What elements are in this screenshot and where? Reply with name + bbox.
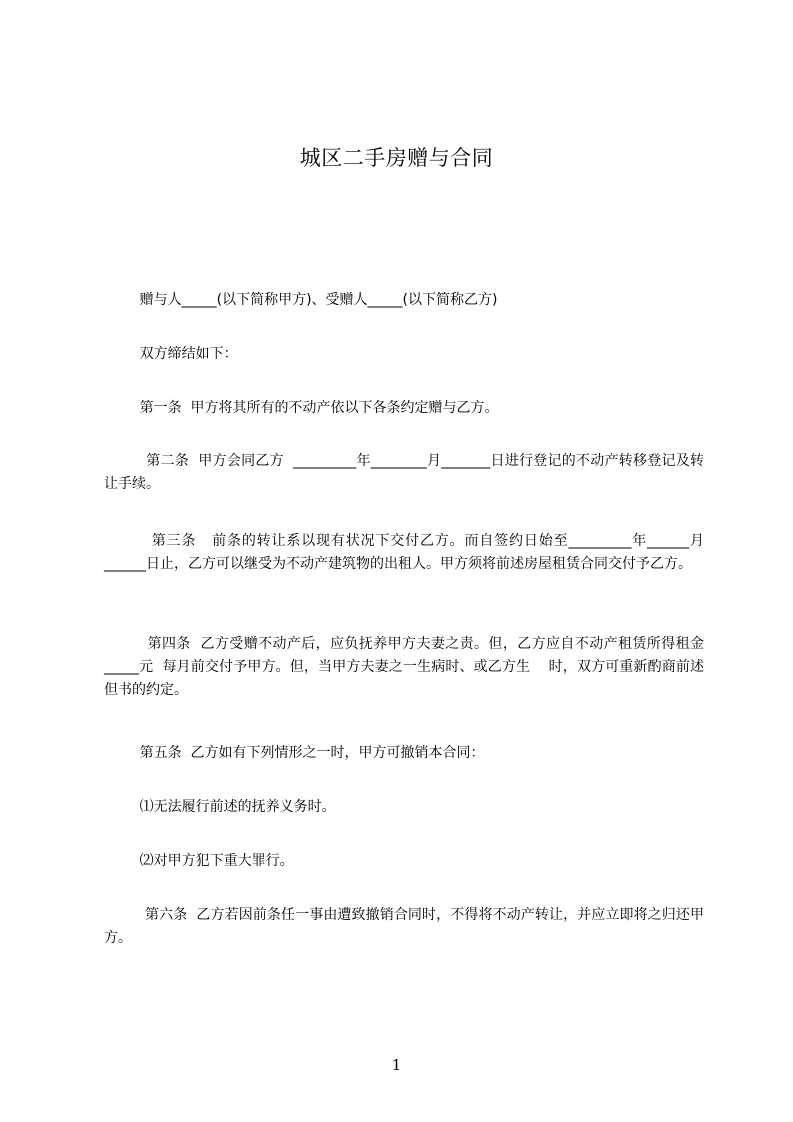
paragraph-article-4: 第四条 乙方受赠不动产后，应负抚养甲方夫妻之责。但，乙方应自不动产租赁所得租金_____元 每月前交付予甲方。但，当甲方夫妻之一生病时、或乙方生 时，双方可重新酌商前述但书的约定。 xyxy=(104,636,704,698)
paragraph-parties: 赠与人_____(以下简称甲方)、受赠人_____(以下简称乙方) xyxy=(104,292,498,308)
paragraph-item-1: ⑴无法履行前述的抚养义务时。 xyxy=(104,799,336,815)
paragraph-intro: 双方缔结如下： xyxy=(104,346,238,362)
paragraph-article-3: 第三条 前条的转让系以现有状况下交付乙方。而自签约日始至_________年______月______日止，乙方可以继受为不动产建筑物的出租人。甲方须将前述房屋租赁合同交付予乙方。 xyxy=(104,533,704,572)
paragraph-article-5: 第五条 乙方如有下列情形之一时，甲方可撤销本合同： xyxy=(104,745,485,761)
page-number: 1 xyxy=(391,1056,402,1074)
paragraph-article-1: 第一条 甲方将其所有的不动产依以下各条约定赠与乙方。 xyxy=(104,400,499,416)
paragraph-item-2: ⑵对甲方犯下重大罪行。 xyxy=(104,853,294,869)
paragraph-article-2: 第二条 甲方会同乙方 _________年________月_______日进行登记的不动产转移登记及转让手续。 xyxy=(104,453,704,492)
document-title: 城区二手房赠与合同 xyxy=(299,146,494,170)
paragraph-article-6: 第六条 乙方若因前条任一事由遭致撤销合同时，不得将不动产转让，并应立即将之归还甲方。 xyxy=(104,907,704,946)
